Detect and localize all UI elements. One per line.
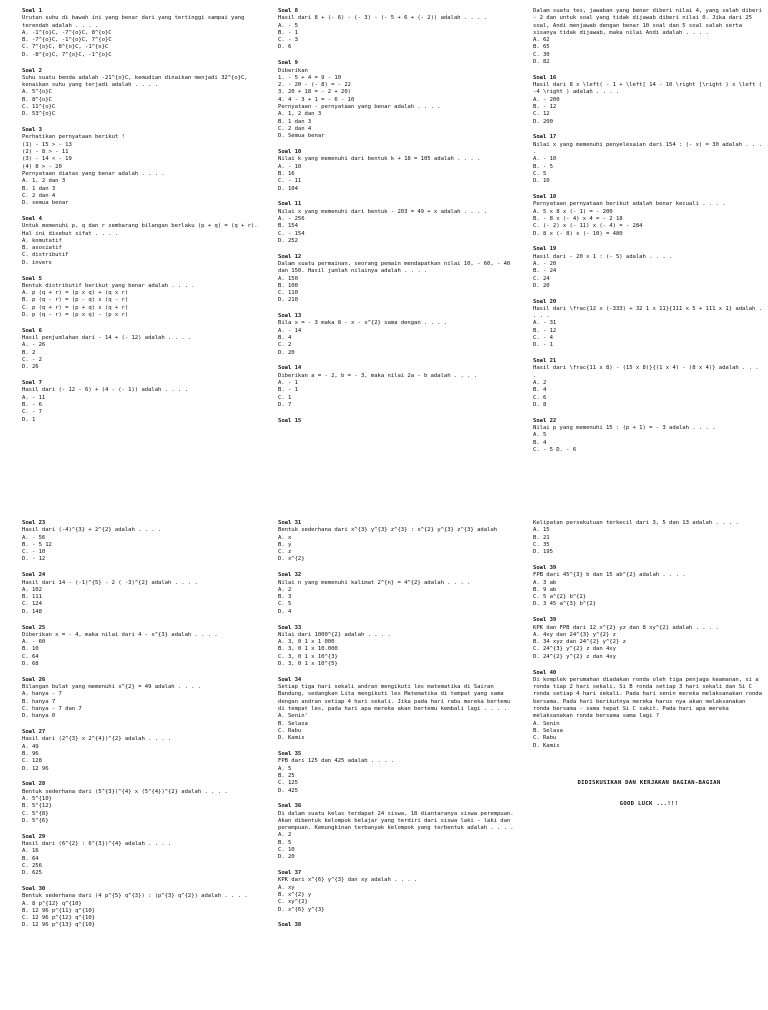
answer-option: C. 12 [533, 111, 550, 118]
answer-option: C. - 4 [533, 335, 553, 342]
answer-option: D. Semua benar [278, 133, 325, 140]
answer-option: D. 425 [278, 787, 298, 794]
question-text: Nilai n yang memenuhi kalimat 2^{n} = 4^{2} adalah . . . . [278, 579, 471, 586]
question-block [22, 127, 262, 207]
question-number: Soal 24 [22, 572, 46, 579]
answer-option: C. 11^{o}C [22, 104, 56, 111]
question-number: Soal 32 [278, 572, 302, 579]
answer-option: B. 2 [22, 349, 36, 356]
answer-option: B. hanya 7 [22, 698, 56, 705]
question-text: Hasil dari 8 x \left( - 1 + \left[ 14 - 10 \right ]\right ) x \left ( -4 \right ) adalah . . . . [533, 82, 765, 96]
answer-option: A. 4xy dan 24^{3} y^{2} z [533, 631, 616, 638]
answer-option: A. 5 [278, 765, 292, 772]
question-number: Soal 6 [22, 327, 42, 334]
answer-option: A. 1, 2 dan 3 [278, 111, 322, 118]
question-block [533, 246, 765, 290]
answer-option: C. 1 [278, 394, 292, 401]
question-text: Hasil dari (-4)^{3} + 2^{2} adalah . . . . [22, 527, 162, 534]
question-block [533, 617, 765, 661]
column-3 [533, 520, 765, 822]
question-number: Soal 8 [278, 8, 298, 14]
answer-option: A. - 20 [533, 260, 557, 267]
question-number: Soal 26 [22, 676, 46, 683]
question-text: Nilai k yang memenuhi dari bentuk k + 18 = 105 adalah . . . . [278, 156, 481, 163]
question-text: Diberikan 1. - 5 + 4 = 9 - 10 2. - 20 - (- 8) = - 22 3. 20 + 18 = - 2 + 20) 4. 4 - 3 + 1 = - 6 - 10 Pernyataan - pernyataan yang benar adalah . . . . [278, 67, 441, 111]
question-number: Soal 2 [22, 67, 42, 74]
answer-option: C. - 10 [22, 549, 46, 556]
question-text: Hasil dari \frac{11 x 8) - (15 x 8)}{(1 x 4) - (8 x 4)} adalah . . . . [533, 365, 762, 379]
question-block [278, 8, 518, 52]
answer-option: A. 5^{o}C [22, 89, 52, 96]
answer-option: C. 5 [278, 601, 292, 608]
answer-option: D. 625 [22, 870, 42, 877]
column-2 [278, 520, 518, 938]
answer-option: B. - 5 [533, 163, 553, 170]
question-block [22, 677, 262, 721]
question-number: Soal 17 [533, 134, 557, 141]
answer-option: C. 256 [22, 862, 42, 869]
question-text: Hasil dari (6^{2} : 6^{3})^{4} adalah . . . . [22, 840, 172, 847]
question-text: Bila x = - 3 maka 8 - x - x^{2} sama dengan . . . . [278, 320, 448, 327]
answer-option: A. 16 [22, 848, 39, 855]
question-number: Soal 12 [278, 253, 302, 260]
answer-option: D. 20 [533, 282, 550, 289]
answer-option: A. 2 [278, 832, 292, 839]
question-block [22, 276, 262, 320]
closing-wish: GOOD LUCK ...!!! [619, 801, 679, 808]
answer-option: A. -1^{o}C, -7^{o}C, 8^{o}C [22, 29, 112, 36]
answer-option: B. - 12 [533, 104, 557, 111]
answer-option: A. - 14 [278, 327, 302, 334]
question-text: Hasil dari (- 12 - 6) + (4 - (- 1)) adalah . . . . [22, 387, 188, 394]
answer-option: D. semua benar [22, 200, 69, 207]
answer-option: C. (- 2) x (- 11) x (- 4) = - 284 [533, 223, 643, 230]
answer-option: D. 26 [22, 364, 39, 371]
question-text: Hasil dari - 20 x 1 : (- 5) adalah . . . . [533, 253, 673, 260]
answer-option: D. 148 [22, 608, 42, 615]
question-block [22, 572, 262, 616]
answer-option: A. 15 [533, 527, 550, 534]
answer-option: B. 12 96 p^{11} q^{10} [22, 907, 95, 914]
answer-option: A. - 5 [278, 22, 298, 29]
answer-option: C. hanya - 7 dan 7 [22, 706, 82, 713]
answer-option: D. 1 [22, 416, 36, 423]
answer-option: B. 4 [533, 439, 547, 446]
question-text: Untuk memenuhi p, q dan r sembarang bilangan berlaku (p + q) = (q + r). Hal ini disebut sifat . . . . [22, 223, 261, 237]
question-number: Soal 40 [533, 669, 557, 676]
answer-option: C. 110 [278, 290, 298, 297]
answer-option: B. - 1 [278, 29, 298, 36]
question-text: Hasil dari (2^{3} x 2^{4})^{2} adalah . . . . [22, 736, 172, 743]
answer-option: D. 12 96 p^{13} q^{10} [22, 922, 95, 929]
question-text: FPB dari 125 dan 425 adalah . . . . [278, 758, 395, 765]
answer-option: A. - 1 [278, 380, 298, 387]
question-number: Soal 33 [278, 624, 302, 631]
answer-option: A. - 200 [533, 96, 560, 103]
question-block [533, 520, 765, 556]
question-text: Kelipatan persekutuan terkecil dari 3, 5 dan 13 adalah . . . . [533, 520, 739, 526]
answer-option: B. 34 xyz dan 24^{2} y^{2} z [533, 639, 626, 646]
question-block [533, 8, 765, 66]
question-text: Hasil penjumlahan dari - 14 + (- 12) adalah . . . . [22, 335, 192, 342]
answer-option: B. 8^{o}C [22, 96, 52, 103]
question-number: Soal 11 [278, 201, 302, 208]
question-text: Setiap tiga hari sekali andran mengikuti les matematika di Sairan Bandung, sedangkan Lita mengikuti les Matematika di tempat yang sama dengan andran setiap 4 hari sekali. Jika pada hari rabu mereka bertemu di tempat les, pada hari apa mereka akan bertemu kembali lagi . . . . [278, 684, 514, 713]
answer-option: C. xy^{2} [278, 899, 308, 906]
column-1 [22, 8, 262, 432]
question-block [278, 365, 518, 409]
answer-option: D. 82 [533, 59, 550, 66]
answer-option: A. xy [278, 884, 295, 891]
answer-option: C. Rabu [533, 735, 557, 742]
answer-option: D. 3, 0 1 x 10^{5} [278, 661, 338, 668]
question-number: Soal 5 [22, 275, 42, 282]
answer-option: D. x^{6} y^{3} [278, 906, 325, 913]
question-block [22, 520, 262, 564]
answer-option: B. 64 [22, 855, 39, 862]
answer-option: A. 2 [533, 380, 547, 387]
question-number: Soal 19 [533, 246, 557, 253]
answer-option: D. 252 [278, 237, 298, 244]
question-number: Soal 27 [22, 729, 46, 736]
question-block [533, 299, 765, 350]
answer-option: B. -7^{o}C, -1^{o}C, 7^{o}C [22, 37, 112, 44]
question-text: Bentuk sederhana dari x^{3} y^{3} z^{3} : x^{2} y^{3} z^{3} adalah [278, 527, 497, 534]
answer-option: A. 49 [22, 743, 39, 750]
answer-option: D. invers [22, 259, 52, 266]
question-number: Soal 29 [22, 833, 46, 840]
answer-option: C. distributif [22, 252, 69, 259]
question-block [22, 8, 262, 59]
answer-option: C. - 3 [278, 37, 298, 44]
question-number: Soal 4 [22, 215, 42, 222]
answer-option: C. 2 [278, 342, 292, 349]
answer-option: D. 5^{6} [22, 817, 49, 824]
answer-option: B. 1 dan 3 [22, 185, 56, 192]
answer-option: C. 10 [278, 847, 295, 854]
answer-option: A. Senin' [278, 713, 308, 720]
answer-option: C. - 5 D. - 6 [533, 446, 577, 453]
answer-option: B. 16 [278, 170, 295, 177]
question-number: Soal 30 [22, 885, 46, 892]
question-block [22, 886, 262, 930]
answer-option: B. x^{2} y [278, 892, 312, 899]
answer-option: D. 3 45 a^{3} b^{2} [533, 601, 597, 608]
question-text: Bentuk sederhana dari (5^{3})^{4} x (5^{4})^{2} adalah . . . . [22, 788, 228, 795]
answer-option: B. 1 dan 3 [278, 118, 312, 125]
answer-option: C. 7^{o}C, 8^{o}C, -1^{o}C [22, 44, 109, 51]
answer-option: B. - 8 x (- 4) x 4 = - 2 18 [533, 215, 623, 222]
answer-option: B. Selasa [533, 727, 563, 734]
answer-option: D. Kamis [533, 742, 560, 749]
question-block [278, 520, 518, 564]
question-block [22, 625, 262, 669]
answer-option: C. - 2 [22, 356, 42, 363]
answer-option: D. - 1 [533, 342, 553, 349]
question-number: Soal 22 [533, 417, 557, 424]
question-block [278, 149, 518, 193]
answer-option: B. 100 [278, 282, 298, 289]
answer-option: B. - 24 [533, 268, 557, 275]
question-text: KPK dari x^{6} y^{3} dan xy adalah . . . . [278, 877, 418, 884]
question-number: Soal 21 [533, 358, 557, 365]
question-number: Soal 36 [278, 803, 302, 810]
question-block [533, 418, 765, 454]
closing-instruction: DIDISKUSIKAN DAN KERJAKAN BAGIAN-BAGIAN [577, 779, 721, 786]
answer-option: D. x^{2} [278, 556, 305, 563]
answer-option: D. 10 [533, 178, 550, 185]
answer-option: C. 125 [278, 780, 298, 787]
question-number: Soal 18 [533, 194, 557, 201]
answer-option: D. 20 [278, 854, 295, 861]
question-number: Soal 34 [278, 676, 302, 683]
question-block [533, 194, 765, 238]
answer-option: A. - 60 [22, 639, 46, 646]
answer-option: B. p (q - r) = (p - q) x (q - r) [22, 297, 129, 304]
answer-option: D. 8 x (- 8) x (- 10) = 480 [533, 230, 623, 237]
question-text: Diberikan a = - 2, b = - 3, maka nilai 2a - b adalah . . . . [278, 372, 478, 379]
answer-option: C. - 11 [278, 178, 302, 185]
answer-option: A. - 10 [278, 163, 302, 170]
question-text: Nilai x yang memenuhi dari bentuk - 203 = 49 + x adalah . . . . [278, 208, 488, 215]
question-number: Soal 9 [278, 60, 298, 67]
answer-option: D. 53^{o}C [22, 111, 56, 118]
question-block [278, 418, 518, 425]
question-block [22, 328, 262, 372]
question-block [533, 565, 765, 609]
answer-option: B. 5^{12} [22, 803, 52, 810]
question-number: Soal 39 [533, 564, 557, 571]
answer-option: D. 12 96 [22, 765, 49, 772]
answer-option: B. 65 [533, 44, 550, 51]
answer-option: D. hanya 0 [22, 713, 56, 720]
answer-option: B. 21 [533, 534, 550, 541]
question-block [278, 751, 518, 795]
question-number: Soal 10 [278, 149, 302, 156]
answer-option: C. p (q + r) = (p + q) x (q + r) [22, 304, 129, 311]
answer-option: C. 24^{3} y^{2} z dan 4xy [533, 646, 616, 653]
answer-option: C. 35 [533, 541, 550, 548]
question-number: Soal 3 [22, 127, 42, 134]
answer-option: B. 10 [22, 646, 39, 653]
answer-option: A. 3 ab [533, 579, 557, 586]
question-block [22, 68, 262, 119]
question-block [22, 729, 262, 773]
answer-option: A. 8 p^{12} q^{10} [22, 900, 82, 907]
answer-option: C. 6 [533, 394, 547, 401]
question-block [22, 216, 262, 267]
question-number: Soal 23 [22, 520, 46, 526]
answer-option: C. 64 [22, 653, 39, 660]
answer-option: D. 200 [533, 118, 553, 125]
question-block [22, 380, 262, 424]
question-number: Soal 35 [278, 751, 302, 758]
answer-option: A. Senin [533, 720, 560, 727]
question-number: Soal 28 [22, 781, 46, 788]
answer-option: A. x [278, 534, 292, 541]
answer-option: C. 3, 0 1 x 10^{3} [278, 653, 338, 660]
question-text: Urutan suhu di bawah ini yang benar dari yang tertinggi sampai yang terendah adalah . . . . [22, 15, 248, 29]
answer-option: A. 62 [533, 37, 550, 44]
question-block [278, 313, 518, 357]
answer-option: D. p (q - r) = (p x q) - (p x r) [22, 311, 129, 318]
answer-option: B. 4 [533, 387, 547, 394]
answer-option: B. - 1 [278, 387, 298, 394]
question-text: Hasil dari 14 - (-1)^{5} - 2 ( -3)^{2} adalah . . . . [22, 579, 198, 586]
question-number: Soal 15 [278, 417, 302, 424]
answer-option: A. - 11 [22, 394, 46, 401]
answer-option: D. 8 [533, 401, 547, 408]
question-number: Soal 13 [278, 313, 302, 320]
answer-option: D. 24^{2} y^{2} z dan 4xy [533, 653, 616, 660]
question-block [533, 670, 765, 750]
question-block [278, 677, 518, 743]
question-text: Hasil dari \frac{12 x (-333) + 32 1 x 11}{111 x 5 + 111 x 1} adalah . . . . [533, 305, 765, 320]
column-1 [22, 520, 262, 938]
answer-option: A. 3, 0 1 x 1 000 [278, 639, 335, 646]
question-text: Bentuk distributif berikut yang benar adalah . . . . [22, 282, 195, 289]
question-block [278, 870, 518, 914]
answer-option: D. - 12 [22, 556, 46, 563]
answer-option: D. -8^{o}C, 7^{o}C, -1^{o}C [22, 51, 112, 58]
answer-option: D. 195 [533, 549, 553, 556]
answer-option: B. 5 [278, 839, 292, 846]
question-number: Soal 25 [22, 624, 46, 631]
answer-option: A. 5^{10} [22, 796, 52, 802]
answer-option: C. 2 dan 4 [22, 192, 56, 199]
answer-option: D. 20 [278, 349, 295, 356]
answer-option: C. - 7 [22, 409, 42, 416]
answer-option: A. - 10 [533, 156, 557, 163]
answer-option: A. komutatif [22, 237, 62, 244]
answer-option: C. z [278, 549, 292, 556]
question-text: KPK dan FPB dari 12 x^{2} yz dan 8 xy^{2} adalah . . . . [533, 624, 719, 631]
question-block [22, 834, 262, 878]
answer-option: A. 2 [278, 586, 292, 593]
answer-option: D. 7 [278, 401, 292, 408]
answer-option: B. - 6 [22, 401, 42, 408]
answer-option: A. 102 [22, 586, 42, 593]
answer-option: B. 3 [278, 594, 292, 601]
question-number: Soal 1 [22, 8, 42, 14]
question-number: Soal 16 [533, 74, 557, 81]
question-text: Nilai x yang memenuhi penyelesaian dari 154 : (- x) = 30 adalah . . . . [533, 141, 765, 156]
question-text: Bilangan bulat yang memenuhi x^{2} = 49 adalah . . . . [22, 684, 202, 691]
answer-option: B. 3, 0 1 x 10.000 [278, 646, 338, 653]
answer-option: B. 96 [22, 751, 39, 758]
answer-option: C. - 154 [278, 230, 305, 237]
closing-note [533, 780, 765, 809]
question-block [278, 201, 518, 245]
answer-option: B. - 5 12 [22, 541, 52, 548]
question-text: Hasil dari 8 + (- 6) - (- 3) - (- 5 + 6 + (- 2)) adalah . . . . [278, 15, 488, 22]
question-number: Soal 38 [278, 922, 302, 929]
question-text: FPB dari 45^{3} b dan 15 ab^{2} adalah . . . . [533, 572, 686, 579]
answer-option: B. y [278, 541, 292, 548]
answer-option: B. - 12 [533, 327, 557, 334]
answer-option: C. 24 [533, 275, 550, 282]
answer-option: A. p (q + r) = (p x q) + (q x r) [22, 290, 129, 297]
answer-option: A. - 56 [22, 534, 46, 541]
question-block [278, 803, 518, 861]
question-block [533, 134, 765, 185]
column-3 [533, 8, 765, 463]
question-block [533, 75, 765, 126]
worksheet-page-bottom [0, 520, 768, 1010]
question-text: Suhu suatu benda adalah -21^{o}C, kemudian dinaikan menjadi 32^{o}C, kenaikan suhu yang terjadi adalah . . . . [22, 74, 251, 89]
answer-option: B. 4 [278, 335, 292, 342]
question-block [278, 60, 518, 140]
answer-option: C. 5 a^{2} b^{2} [533, 594, 587, 601]
answer-option: A. 5 x 8 x (- 1) = - 200 [533, 208, 613, 215]
answer-option: B. asosiatif [22, 245, 62, 252]
answer-option: B. 154 [278, 223, 298, 230]
answer-option: B. 25 [278, 772, 295, 779]
answer-option: C. 128 [22, 758, 42, 765]
answer-option: D. 210 [278, 297, 298, 304]
question-text: Pernyataan pernyataan berikut adalah benar kecuali . . . . [533, 201, 726, 208]
answer-option: A. - 256 [278, 215, 305, 222]
question-text: Nilai p yang memenuhi 15 : (p + 1) = - 3 adalah . . . . [533, 425, 716, 432]
question-text: Di komplek perumahan diadakan ronda oleh tiga penjaga keamanan, si a ronda tiap 2 hari sekali, Si B ronda setiap 3 hari sekali dan Si C ronda setiap 4 hari sekali. Pada hari senin mereka melaksanakan ronda bersama. Pada hari berikutnya mereka harus nya akan melaksanakan ronda bersama - sama tepat Si C sakit. Pada hari apa mereka melaksanakan ronda bersama sama lagi ? [533, 676, 765, 720]
answer-option: D. 104 [278, 185, 298, 192]
answer-option: C. 5 [533, 170, 547, 177]
question-text: Dalam suatu tes, jawaban yang benar diberi nilai 4, yang salah diberi - 2 dan untuk soal yang tidak dijawab diberi nilai 0. Jika dari 25 soal, Andi menjawab dengan benar 10 soal dan 5 soal salah serta sisanya tidak dijawab, maka nilai Andi adalah . . . . [533, 8, 765, 36]
answer-option: C. 2 dan 4 [278, 125, 312, 132]
question-text: Di dalam suatu kelas terdapat 24 siswa, 18 diantaranya siswa perempuan. Akan dibentuk kelompok belajar yang terdiri dari siswa laki - laki dan perempuan. Kemungkinan terbanyak kelompok yang terbentuk adalah . . . . [278, 810, 517, 832]
question-text: Diberikan x = - 4, maka nilai dari 4 - x^{3} adalah . . . . [22, 631, 218, 638]
answer-option: A. - 26 [22, 342, 46, 349]
answer-option: B. Selasa [278, 720, 308, 727]
answer-option: C. 124 [22, 601, 42, 608]
question-text: Bentuk sederhana dari (4 p^{5} q^{3}) : (p^{3} q^{2}) adalah . . . . [22, 893, 248, 900]
answer-option: D. 4 [278, 608, 292, 615]
answer-option: A. hanya - 7 [22, 691, 62, 698]
answer-option: C. 12 96 p^{12} q^{10} [22, 915, 95, 922]
question-number: Soal 7 [22, 380, 42, 387]
question-block [533, 358, 765, 409]
question-text: Dalam suatu permainan, seorang pemain mendapatkan nilai 10, - 60, - 40 dan 150. Hasil jumlah nilainya adalah . . . . [278, 260, 514, 275]
question-number: Soal 31 [278, 520, 302, 526]
answer-option: A. - 31 [533, 320, 557, 327]
question-number: Soal 37 [278, 870, 302, 877]
answer-option: C. Rabu [278, 727, 302, 734]
question-number: Soal 20 [533, 298, 557, 305]
answer-option: D. Kamis [278, 735, 305, 742]
question-block [278, 625, 518, 669]
question-block [278, 572, 518, 616]
answer-option: A. 150 [278, 275, 298, 282]
question-text: Perhatikan pernyataan berikut ! (1) - 15 > - 13 (2) - 8 > - 11 (3) - 14 < - 19 (4) 8 > - 20 Pernyataan diatas yang benar adalah . . . . [22, 134, 165, 177]
answer-option: D. 6 [278, 44, 292, 51]
answer-option: C. 5^{8} [22, 810, 49, 817]
question-text: Nilai dari 1000^{2} adalah . . . . [278, 631, 391, 638]
column-2 [278, 8, 518, 434]
question-number: Soal 14 [278, 365, 302, 372]
answer-option: C. 30 [533, 51, 550, 58]
answer-option: D. 68 [22, 661, 39, 668]
answer-option: B. 9 ab [533, 586, 557, 593]
answer-option: A. 5 [533, 432, 547, 439]
question-block [278, 922, 518, 929]
answer-option: A. 1, 2 dan 3 [22, 178, 66, 185]
question-block [278, 254, 518, 305]
question-number: Soal 39 [533, 617, 557, 624]
worksheet-page-top [0, 8, 768, 498]
question-block [22, 781, 262, 825]
answer-option: B. 111 [22, 594, 42, 601]
